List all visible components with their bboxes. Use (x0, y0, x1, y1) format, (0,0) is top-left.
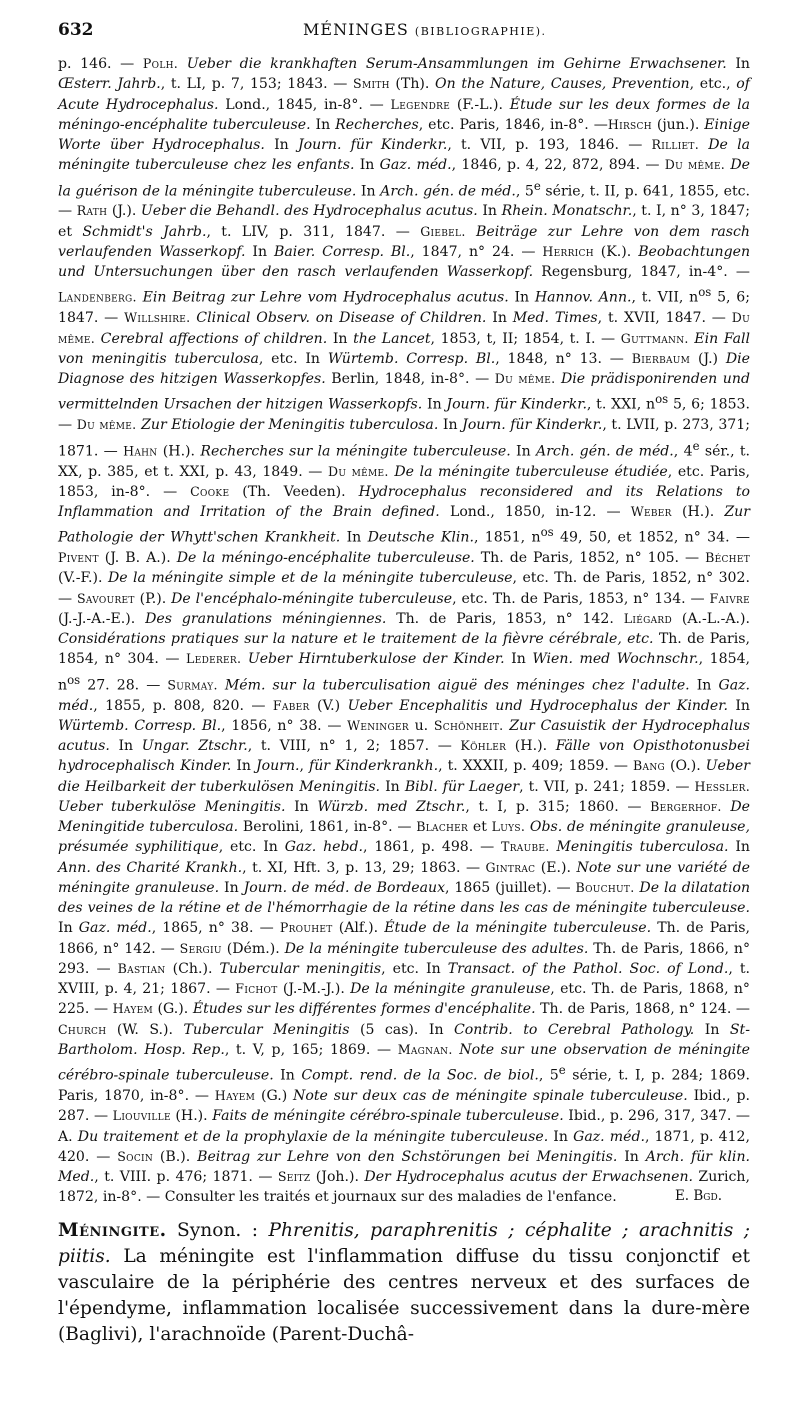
running-header (58, 20, 750, 54)
running-title (208, 20, 750, 39)
author-signature: E. Bgd. (674, 1187, 722, 1204)
page-number: 632 (58, 20, 94, 40)
article-meningite-intro: Méningite. Synon. : Phrenitis, paraphrenitis ; céphalite ; arachnitis ; piitis. La méningite est l'inflammation diffuse du tissu conjonctif et vasculaire de la périphérie des centres nerveux et des surfaces de l'épendyme, inflammation localisée successivement dans la dure-mère (Baglivi), l'arachnoïde (Parent-Duchâ- (58, 1219, 751, 1345)
running-title-section: (BIBLIOGRAPHIE). (414, 25, 547, 38)
running-title-main: MÉNINGES (303, 20, 409, 39)
bibliography-paragraph: p. 146. — Polh. Ueber die krankhaften Serum-Ansammlungen im Gehirne Erwachsener. In Œsterr. Jahrb., t. LI, p. 7, 153; 1843. — Smith (Th). On the Nature, Causes, Prevention, etc., of Acute Hydrocephalus. Lond., 1845, in-8°. — Legendre (F.-L.). Étude sur les deux formes de la méningo-encéphalite tuberculeuse. In Recherches, etc. Paris, 1846, in-8°. —Hirsch (jun.). Einige Worte über Hydrocephalus. In Journ. für Kinderkr., t. VII, p. 193, 1846. — Rilliet. De la méningite tuberculeuse chez les enfants. In Gaz. méd., 1846, p. 4, 22, 872, 894. — Du même. De la guérison de la méningite tuberculeuse. In Arch. gén. de méd., 5e série, t. II, p. 641, 1855, etc. — Rath (J.). Ueber die Behandl. des Hydrocephalus acutus. In Rhein. Monatschr., t. I, n° 3, 1847; et Schmidt's Jahrb., t. LIV, p. 311, 1847. — Giebel. Beiträge zur Lehre von dem rasch verlaufenden Wasserkopf. In Baier. Corresp. Bl., 1847, n° 24. — Herrich (K.). Beobachtungen und Untersuchungen über den rasch verlaufenden Wasserkopf. Regensburg, 1847, in-4°. — Landenberg. Ein Beitrag zur Lehre vom Hydrocephalus acutus. In Hannov. Ann., t. VII, $n^{os}$ 5, 6; 1847. — Willshire. Clinical Observ. on Disease of Children. In Med. Times, t. XVII, 1847. — Du même. Cerebral affections of children. In the Lancet, 1853, t, II; 1854, t. I. — Guttmann. Ein Fall von meningitis tuberculosa, etc. In Würtemb. Corresp. Bl., 1848, n° 13. — Bierbaum (J.) Die Diagnose des hitzigen Wasserkopfes. Berlin, 1848, in-8°. — Du même. Die prädisponirenden und vermittelnden Ursachen der hitzigen Wasserkopfs. In Journ. für Kinderkr., t. XXI, $n^{os}$ 5, 6; 1853. — Du même. Zur Etiologie der Meningitis tuberculosa. In Journ. für Kinderkr., t. LVII, p. 273, 371; 1871. — Hahn (H.). Recherches sur la méningite tuberculeuse. In Arch. gén. de méd., 4e sér., t. XX, p. 385, et t. XXI, p. 43, 1849. — Du même. De la méningite tuberculeuse étudiée, etc. Paris, 1853, in-8°. — Cooke (Th. Veeden). Hydrocephalus reconsidered and its Relations to Inflammation and Irritation of the Brain defined. Lond., 1850, in-12. — Weber (H.). Zur Pathologie der Whytt'schen Krankheit. In Deutsche Klin., 1851, $n^{os}$ 49, 50, et 1852, n° 34. — Pivent (J. B. A.). De la méningo-encéphalite tuberculeuse. Th. de Paris, 1852, n° 105. — Béchet (V.-F.). De la méningite simple et de la méningite tuberculeuse, etc. Th. de Paris, 1852, n° 302. — Savouret (P.). De l'encéphalo-méningite tuberculeuse, etc. Th. de Paris, 1853, n° 134. — Faivre (J.-J.-A.-E.). Des granulations méningiennes. Th. de Paris, 1853, n° 142. Liégard (A.-L.-A.). Considérations pratiques sur la nature et le traitement de la fièvre cérébrale, etc. Th. de Paris, 1854, n° 304. — Lederer. Ueber Hirntuberkulose der Kinder. In Wien. med Wochnschr., 1854, $n^{os}$ 27. 28. — Surmay. Mém. sur la tuberculisation aiguë des méninges chez l'adulte. In Gaz. méd., 1855, p. 808, 820. — Faber (V.) Ueber Encephalitis und Hydrocephalus der Kinder. In Würtemb. Corresp. Bl., 1856, n° 38. — Weninger u. Schönheit. Zur Casuistik der Hydrocephalus acutus. In Ungar. Ztschr., t. VIII, n° 1, 2; 1857. — Köhler (H.). Fälle von Opisthotonusbei hydrocephalisch Kinder. In Journ., für Kinderkrankh., t. XXXII, p. 409; 1859. — Bang (O.). Ueber die Heilbarkeit der tuberkulösen Meningitis. In Bibl. für Laeger, t. VII, p. 241; 1859. — Hessler. Ueber tuberkulöse Meningitis. In Würzb. med Ztschr., t. I, p. 315; 1860. — Bergerhof. De Meningitide tuberculosa. Berolini, 1861, in-8°. — Blacher et Luys. Obs. de méningite granuleuse, présumée syphilitique, etc. In Gaz. hebd., 1861, p. 498. — Traube. Meningitis tuberculosa. In Ann. des Charité Krankh., t. XI, Hft. 3, p. 13, 29; 1863. — Gintrac (E.). Note sur une variété de méningite granuleuse. In Journ. de méd. de Bordeaux, 1865 (juillet). — Bouchut. De la dilatation des veines de la rétine et de l'hémorrhagie de la rétine dans les cas de méningite tuberculeuse. In Gaz. méd., 1865, n° 38. — Prouhet (Alf.). Étude de la méningite tuberculeuse. Th. de Paris, 1866, n° 142. — Sergiu (Dém.). De la méningite tuberculeuse des adultes. Th. de Paris, 1866, n° 293. — Bastian (Ch.). Tubercular meningitis, etc. In Transact. of the Pathol. Soc. of Lond., t. XVIII, p. 4, 21; 1867. — Fichot (J.-M.-J.). De la méningite granuleuse, etc. Th. de Paris, 1868, n° 225. — Hayem (G.). Études sur les différentes formes d'encéphalite. Th. de Paris, 1868, n° 124. — Church (W. S.). Tubercular Meningitis (5 cas). In Contrib. to Cerebral Pathology. In St-Bartholom. Hosp. Rep., t. V, p, 165; 1869. — Magnan. Note sur une observation de méningite cérébro-spinale tuberculeuse. In Compt. rend. de la Soc. de biol., 5e série, t. I, p. 284; 1869. Paris, 1870, in-8°. — Hayem (G.) Note sur deux cas de méningite spinale tuberculeuse. Ibid., p. 287. — Liouville (H.). Faits de méningite cérébro-spinale tuberculeuse. Ibid., p. 296, 317, 347. — A. Du traitement et de la prophylaxie de la méningite tuberculeuse. In Gaz. méd., 1871, p. 412, 420. — Socin (B.). Beitrag zur Lehre von den Schstörungen bei Meningitis. In Arch. für klin. Med., t. VIII. p. 476; 1871. — Seitz (Joh.). Der Hydrocephalus acutus der Erwachsenen. Zurich, 1872, in-8°. — Consulter les traités et journaux sur des maladies de l'enfance. (58, 56, 751, 1206)
